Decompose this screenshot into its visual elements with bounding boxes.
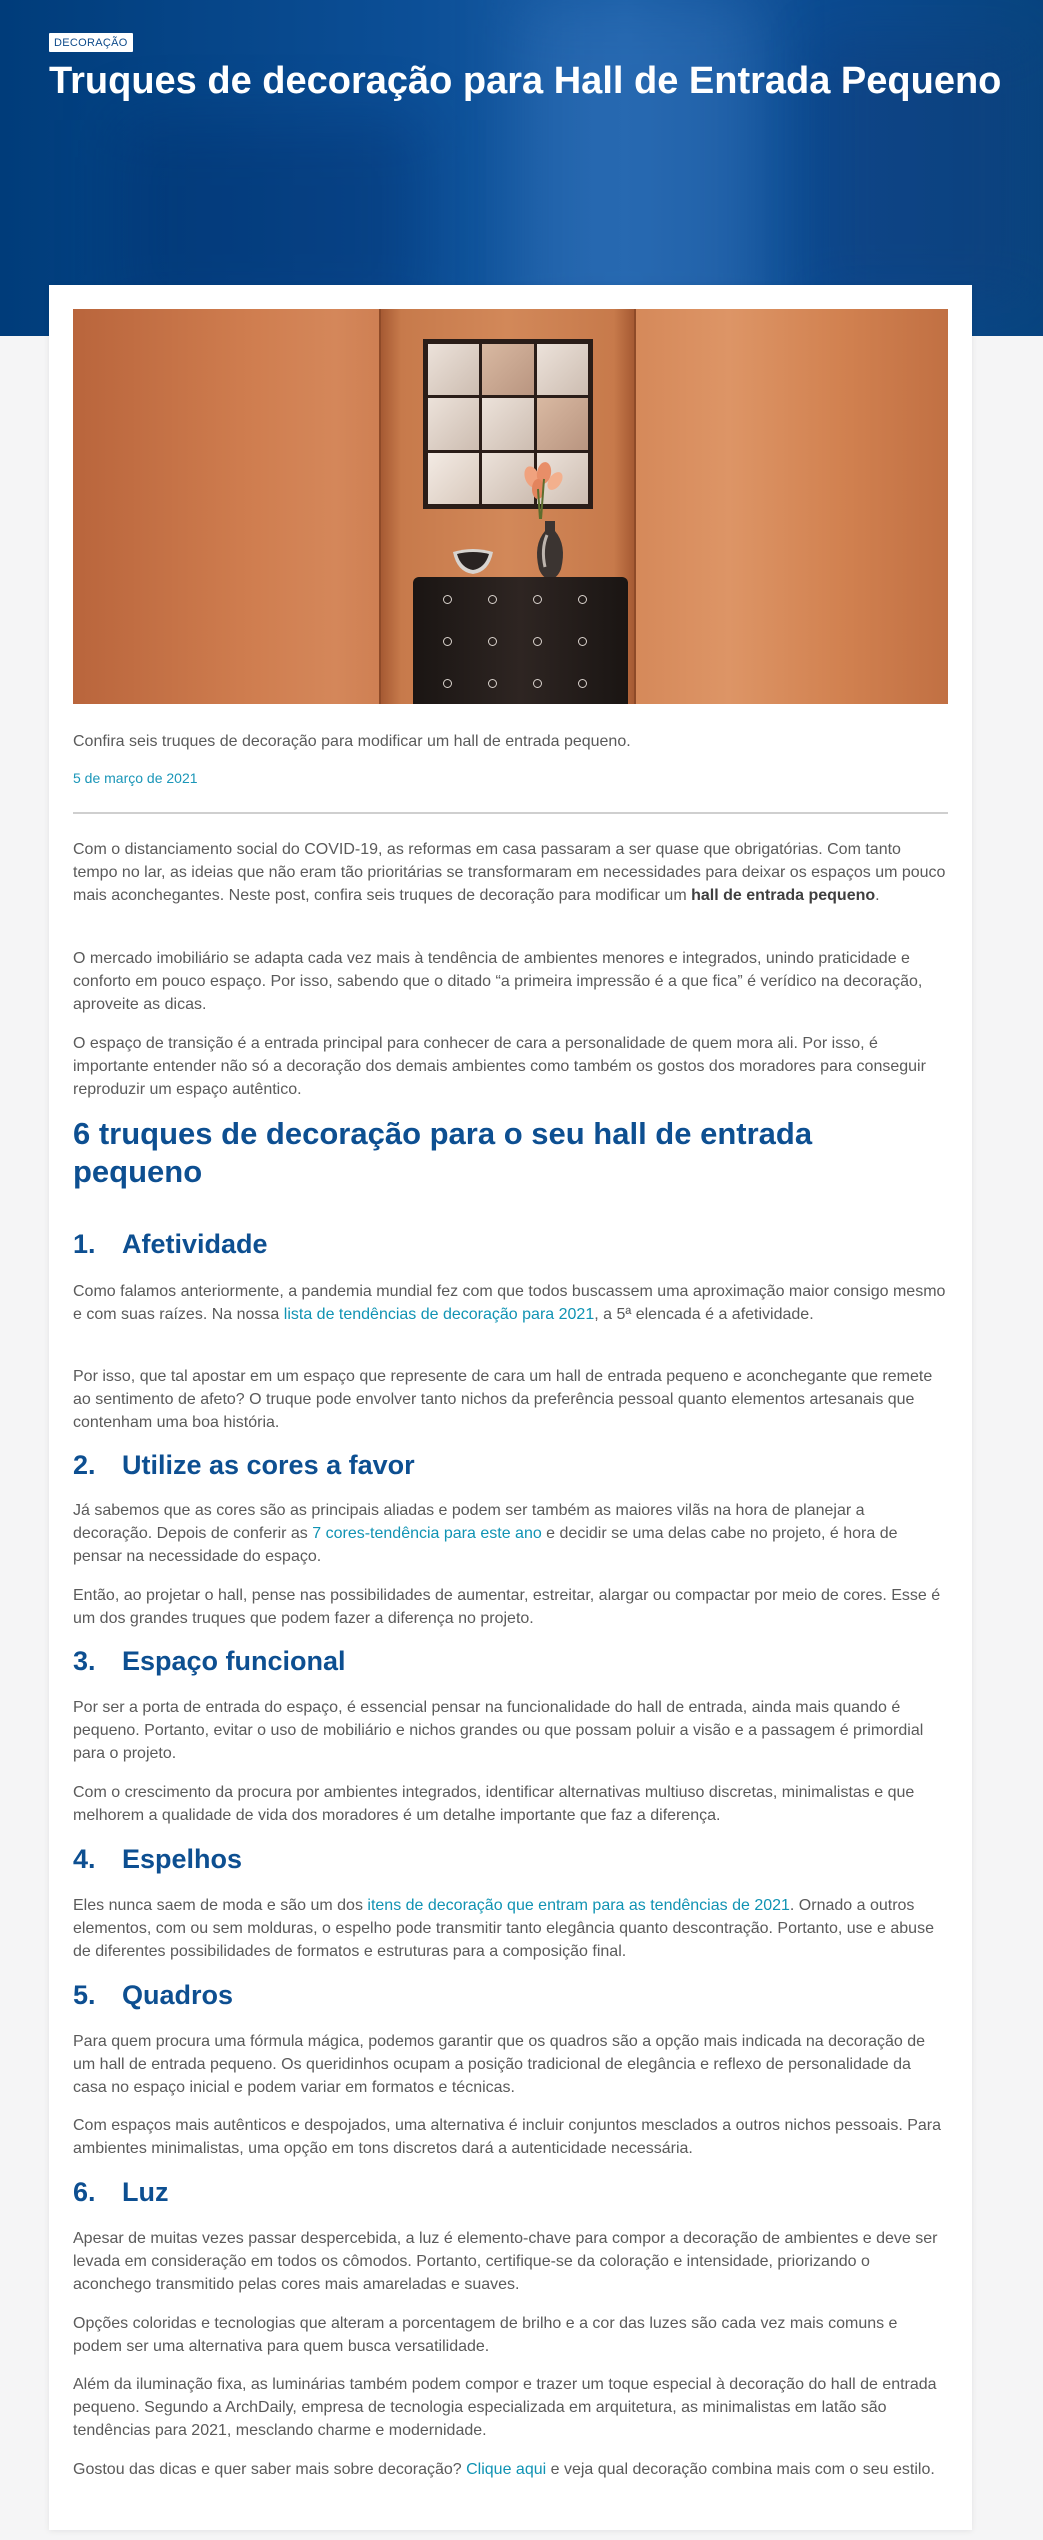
click-here-link[interactable]: Clique aqui (466, 2461, 547, 2478)
page-title: Truques de decoração para Hall de Entrada Pequeno (49, 60, 1002, 102)
decor-items-link[interactable]: itens de decoração que entram para as tendências de 2021 (367, 1897, 790, 1914)
section-paragraph: Apesar de muitas vezes passar despercebida, a luz é elemento-chave para compor a decoração de ambientes e deve ser levada em consideração em todos os cômodos. Portanto, certifique-se da coloração e intensidade, priorizando o aconchego transmitido pelas cores mais amareladas e suaves. (73, 2230, 938, 2293)
section-heading: 6. Luz (73, 2177, 169, 2207)
article-summary: Confira seis truques de decoração para modificar um hall de entrada pequeno. (73, 733, 631, 750)
closing-paragraph: Gostou das dicas e quer saber mais sobre decoração? Clique aqui e veja qual decoração combina mais com o seu estilo. (73, 2461, 935, 2478)
intro-paragraph-1: Com o distanciamento social do COVID-19, as reformas em casa passaram a ser quase que obrigatórias. Com tanto tempo no lar, as ideias que não eram tão prioritárias se transformaram em necessidades para deixar os espaços um pouco mais aconchegantes. Neste post, confira seis truques de decoração para modificar um hall de entrada pequeno. (73, 841, 946, 904)
section-heading: 5. Quadros (73, 1980, 234, 2010)
main-heading: 6 truques de decoração para o seu hall de entrada pequeno (73, 1116, 813, 1189)
color-trends-link[interactable]: 7 cores-tendência para este ano (312, 1525, 542, 1542)
section-paragraph: Como falamos anteriormente, a pandemia mundial fez com que todos buscassem uma aproximação maior consigo mesmo e com suas raízes. Na nossa lista de tendências de decoração para 2021, a 5ª elencada é a afetividade. (73, 1283, 946, 1323)
section-paragraph: Eles nunca saem de moda e são um dos itens de decoração que entram para as tendências de 2021. Ornado a outros elementos, com ou sem molduras, o espelho pode transmitir tanto elegância quanto descontração. Portanto, use e abuse de diferentes possibilidades de formatos e estruturas para a composição final. (73, 1897, 934, 1960)
section-heading: 4. Espelhos (73, 1844, 243, 1874)
divider (73, 812, 948, 814)
featured-image (73, 309, 948, 704)
section-paragraph: Além da iluminação fixa, as luminárias também podem compor e trazer um toque especial à decoração do hall de entrada pequeno. Segundo a ArchDaily, empresa de tecnologia especializada em arquitetura, as minimalistas em latão são tendências para 2021, mesclando charme e modernidade. (73, 2376, 937, 2439)
section-paragraph: Já sabemos que as cores são as principais aliadas e podem ser também as maiores vilãs na hora de planejar a decoração. Depois de conferir as 7 cores-tendência para este ano e decidir se uma delas cabe no projeto, é hora de pensar na necessidade do espaço. (73, 1502, 898, 1565)
section-paragraph: Então, ao projetar o hall, pense nas possibilidades de aumentar, estreitar, alargar ou compactar por meio de cores. Esse é um dos grandes truques que podem fazer a diferença no projeto. (73, 1587, 941, 1627)
publish-date: 5 de março de 2021 (73, 770, 198, 786)
section-paragraph: Para quem procura uma fórmula mágica, podemos garantir que os quadros são a opção mais indicada na decoração de um hall de entrada pequeno. Os queridinhos ocupam a posição tradicional de elegância e reflexo de personalidade da casa no espaço inicial e podem variar em formatos e técnicas. (73, 2033, 926, 2096)
section-paragraph: Por ser a porta de entrada do espaço, é essencial pensar na funcionalidade do hall de entrada, ainda mais quando é pequeno. Portanto, evitar o uso de mobiliário e nichos grandes ou que possam poluir a visão e a passagem é primordial para o projeto. (73, 1699, 924, 1762)
section-heading: 2. Utilize as cores a favor (73, 1450, 415, 1480)
section-heading: 1. Afetividade (73, 1229, 268, 1259)
intro-paragraph-2: O mercado imobiliário se adapta cada vez mais à tendência de ambientes menores e integrados, unindo praticidade e conforto em pouco espaço. Por isso, sabendo que o ditado “a primeira impressão é a que fica” é verídico na decoração, aproveite as dicas. (73, 950, 923, 1013)
article-card (49, 285, 972, 2530)
section-paragraph: Opções coloridas e tecnologias que alteram a porcentagem de brilho e a cor das luzes são cada vez mais comuns e podem ser uma alternativa para quem busca versatilidade. (73, 2315, 898, 2355)
section-paragraph: Com o crescimento da procura por ambientes integrados, identificar alternativas multiuso discretas, minimalistas e que melhorem a qualidade de vida dos moradores é um detalhe importante que faz a diferença. (73, 1784, 915, 1824)
section-paragraph: Por isso, que tal apostar em um espaço que represente de cara um hall de entrada pequeno e aconchegante que remete ao sentimento de afeto? O truque pode envolver tanto nichos da preferência pessoal quanto elementos artesanais que contenham uma boa história. (73, 1368, 933, 1431)
intro-paragraph-3: O espaço de transição é a entrada principal para conhecer de cara a personalidade de quem mora ali. Por isso, é importante entender não só a decoração dos demais ambientes como também os gostos dos moradores para conseguir reproduzir um espaço autêntico. (73, 1035, 926, 1098)
category-badge[interactable]: DECORAÇÃO (49, 33, 133, 52)
trends-list-link[interactable]: lista de tendências de decoração para 2021 (283, 1306, 595, 1323)
section-heading: 3. Espaço funcional (73, 1646, 346, 1676)
section-paragraph: Com espaços mais autênticos e despojados, uma alternativa é incluir conjuntos mesclados a outros nichos pessoais. Para ambientes minimalistas, uma opção em tons discretos dará a autenticidade necessária. (73, 2117, 942, 2157)
